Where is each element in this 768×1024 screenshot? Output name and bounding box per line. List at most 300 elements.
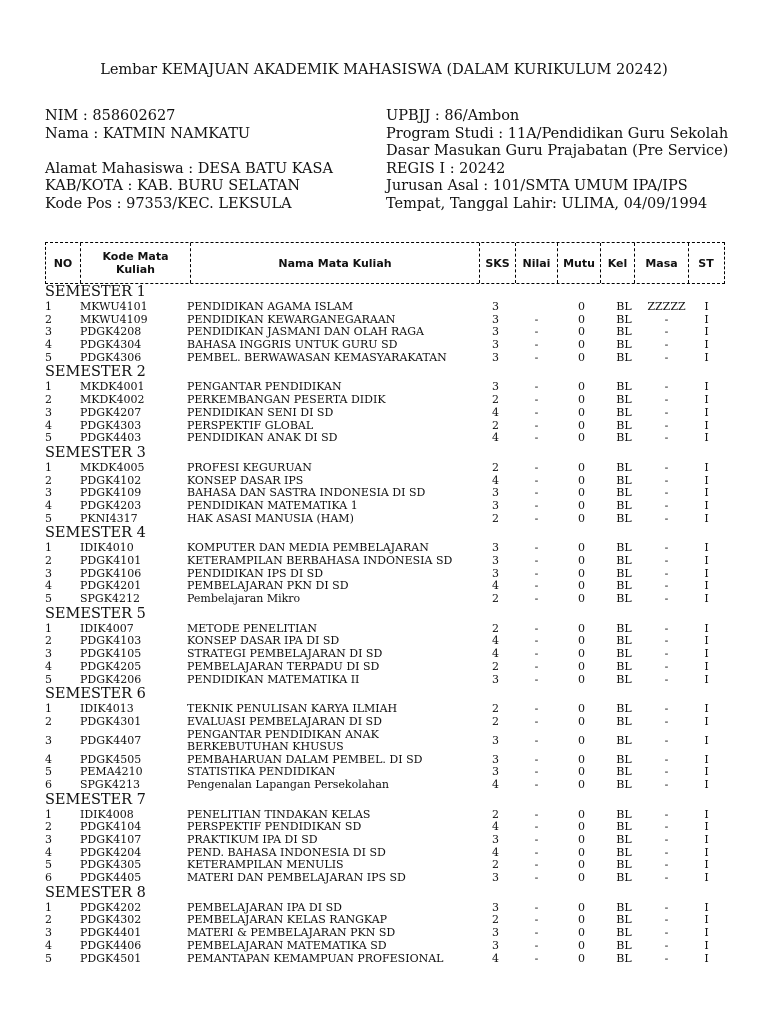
cell-nilai: -: [534, 566, 539, 580]
cell-kode: PDGK4302: [80, 913, 142, 927]
cell-mutu: 0: [578, 647, 585, 661]
cell-nama: PEMBELAJARAN TERPADU DI SD: [187, 659, 380, 673]
cell-kode: PDGK4305: [80, 858, 142, 872]
cell-kode: PDGK4105: [80, 647, 142, 661]
page-title: Lembar KEMAJUAN AKADEMIK MAHASISWA (DALAM KURIKULUM 20242): [100, 62, 668, 78]
cell-st: I: [704, 380, 709, 394]
cell-no: 4: [45, 498, 52, 512]
upbjj: UPBJJ : 86/Ambon: [386, 108, 520, 124]
cell-nama: PENGANTAR PENDIDIKAN ANAK BERKEBUTUHAN KHUSUS: [187, 727, 379, 754]
cell-masa: -: [664, 858, 669, 872]
cell-no: 2: [45, 473, 52, 487]
cell-sks: 4: [492, 647, 499, 661]
cell-sks: 3: [492, 325, 499, 339]
cell-nilai: -: [534, 541, 539, 555]
cell-masa: -: [664, 431, 669, 445]
cell-st: I: [704, 460, 709, 474]
cell-st: I: [704, 820, 709, 834]
header-mutu: Mutu: [558, 243, 601, 283]
cell-st: I: [704, 926, 709, 940]
cell-kel: BL: [616, 659, 632, 673]
cell-no: 3: [45, 926, 52, 940]
cell-no: 3: [45, 733, 52, 747]
cell-masa: ZZZZZ: [647, 300, 686, 313]
cell-nama: MATERI & PEMBELAJARAN PKN SD: [187, 926, 396, 940]
cell-kode: PDGK4103: [80, 634, 142, 648]
cell-st: I: [704, 858, 709, 872]
cell-st: I: [704, 733, 709, 747]
cell-mutu: 0: [578, 460, 585, 474]
cell-st: I: [704, 566, 709, 580]
cell-mutu: 0: [578, 765, 585, 779]
cell-no: 1: [45, 541, 52, 555]
cell-no: 4: [45, 338, 52, 352]
cell-masa: -: [664, 777, 669, 791]
header-st: ST: [698, 256, 714, 270]
cell-masa: -: [664, 418, 669, 432]
cell-kode: PDGK4208: [80, 325, 142, 339]
cell-st: I: [704, 325, 709, 339]
cell-st: I: [704, 702, 709, 716]
cell-masa: -: [664, 498, 669, 512]
cell-masa: -: [664, 473, 669, 487]
cell-no: 3: [45, 833, 52, 846]
cell-sks: 3: [492, 350, 499, 364]
cell-nilai: -: [534, 765, 539, 779]
cell-no: 1: [45, 621, 52, 635]
cell-masa: -: [664, 807, 669, 821]
cell-st: I: [704, 659, 709, 673]
cell-nama: MATERI DAN PEMBELAJARAN IPS SD: [187, 871, 406, 885]
cell-kel: BL: [616, 405, 632, 419]
cell-kode: PDGK4205: [80, 659, 142, 673]
cell-masa: -: [664, 338, 669, 352]
cell-sks: 3: [492, 871, 499, 885]
cell-mutu: 0: [578, 338, 585, 352]
cell-kel: BL: [616, 900, 632, 914]
cell-masa: -: [664, 659, 669, 673]
cell-kode: PDGK4206: [80, 672, 142, 686]
cell-no: 4: [45, 418, 52, 432]
cell-kel: BL: [616, 938, 632, 952]
cell-kode: PDGK4207: [80, 405, 142, 419]
cell-nama: PEMBEL. BERWAWASAN KEMASYARAKATAN: [187, 350, 447, 364]
cell-nilai: -: [534, 858, 539, 872]
header-sks: SKS: [480, 243, 516, 283]
cell-kode: PDGK4406: [80, 938, 142, 952]
header-no: NO: [46, 243, 81, 283]
cell-nama: PENGANTAR PENDIDIKAN: [187, 380, 342, 394]
cell-nama: METODE PENELITIAN: [187, 621, 317, 635]
nama: Nama : KATMIN NAMKATU: [45, 125, 251, 142]
cell-st: I: [704, 592, 709, 606]
table-row: [45, 593, 729, 606]
cell-st: I: [704, 714, 709, 728]
cell-st: I: [704, 900, 709, 914]
semester-heading: SEMESTER 8: [45, 884, 146, 901]
cell-mutu: 0: [578, 498, 585, 512]
cell-nilai: -: [534, 672, 539, 686]
table-row: [45, 661, 729, 674]
cell-mutu: 0: [578, 714, 585, 728]
cell-mutu: 0: [578, 777, 585, 791]
cell-sks: 3: [492, 554, 499, 567]
cell-nilai: -: [534, 659, 539, 673]
cell-mutu: 0: [578, 473, 585, 487]
cell-masa: -: [664, 634, 669, 648]
cell-kel: BL: [616, 312, 632, 326]
cell-masa: -: [664, 913, 669, 927]
cell-kel: BL: [616, 566, 632, 580]
cell-nama: PENDIDIKAN KEWARGANEGARAAN: [187, 312, 396, 326]
cell-sks: 2: [492, 418, 499, 432]
cell-sks: 3: [492, 765, 499, 779]
cell-sks: 2: [492, 807, 499, 821]
cell-st: I: [704, 498, 709, 512]
cell-kel: BL: [616, 807, 632, 821]
cell-nama: BAHASA INGGRIS UNTUK GURU SD: [187, 338, 398, 352]
cell-mutu: 0: [578, 672, 585, 686]
cell-kode: PDGK4407: [80, 733, 142, 747]
cell-st: I: [704, 405, 709, 419]
cell-sks: 3: [492, 300, 499, 313]
cell-nama: KONSEP DASAR IPS: [187, 473, 304, 487]
cell-nilai: -: [534, 325, 539, 339]
cell-nama: Pengenalan Lapangan Persekolahan: [187, 777, 390, 791]
cell-nama: STATISTIKA PENDIDIKAN: [187, 765, 336, 779]
cell-kel: BL: [616, 554, 632, 567]
cell-mutu: 0: [578, 380, 585, 394]
cell-nama: PERSPEKTIF GLOBAL: [187, 418, 314, 432]
cell-no: 2: [45, 913, 52, 927]
regis: REGIS I : 20242: [386, 160, 506, 177]
cell-nilai: -: [534, 338, 539, 352]
cell-st: I: [704, 672, 709, 686]
header-kode: [81, 243, 191, 283]
cell-masa: -: [664, 511, 669, 525]
program-studi: Program Studi : 11A/Pendidikan Guru Sekolah: [386, 125, 729, 142]
cell-nama: KETERAMPILAN BERBAHASA INDONESIA SD: [187, 554, 453, 567]
cell-masa: -: [664, 926, 669, 940]
cell-sks: 4: [492, 845, 499, 859]
table-header: [45, 242, 725, 284]
cell-sks: 3: [492, 486, 499, 500]
cell-nama: PEMBELAJARAN MATEMATIKA SD: [187, 938, 387, 952]
cell-mutu: 0: [578, 733, 585, 747]
cell-nilai: -: [534, 714, 539, 728]
cell-kode: PDGK4403: [80, 431, 142, 445]
cell-mutu: 0: [578, 659, 585, 673]
cell-no: 1: [45, 300, 52, 313]
cell-mutu: 0: [578, 312, 585, 326]
cell-no: 3: [45, 325, 52, 339]
cell-kode: PDGK4204: [80, 845, 142, 859]
cell-masa: -: [664, 733, 669, 747]
cell-nama: PROFESI KEGURUAN: [187, 460, 312, 474]
cell-kode: PDGK4505: [80, 752, 142, 766]
cell-kel: BL: [616, 486, 632, 500]
table-row: [45, 703, 729, 716]
cell-mutu: 0: [578, 579, 585, 593]
cell-kode: PDGK4104: [80, 820, 142, 834]
cell-sks: 4: [492, 777, 499, 791]
cell-nilai: -: [534, 807, 539, 821]
cell-nama: PENELITIAN TINDAKAN KELAS: [187, 807, 371, 821]
cell-kel: BL: [616, 913, 632, 927]
cell-sks: 3: [492, 900, 499, 914]
cell-nama: PEMBELAJARAN PKN DI SD: [187, 579, 349, 593]
cell-masa: -: [664, 393, 669, 407]
cell-masa: -: [664, 765, 669, 779]
cell-kode: MKDK4001: [80, 380, 145, 394]
cell-no: 5: [45, 431, 52, 445]
cell-no: 6: [45, 871, 52, 885]
cell-masa: -: [664, 621, 669, 635]
table-row: [45, 513, 729, 526]
cell-mutu: 0: [578, 807, 585, 821]
cell-sks: 3: [492, 498, 499, 512]
kab-kota: KAB/KOTA : KAB. BURU SELATAN: [45, 178, 301, 194]
cell-kel: BL: [616, 702, 632, 716]
cell-nilai: -: [534, 380, 539, 394]
cell-no: 4: [45, 752, 52, 766]
cell-sks: 2: [492, 702, 499, 716]
cell-nilai: -: [534, 913, 539, 927]
cell-no: 2: [45, 714, 52, 728]
cell-nilai: -: [534, 579, 539, 593]
cell-kode: IDIK4007: [80, 621, 134, 635]
cell-masa: -: [664, 672, 669, 686]
tempat-tanggal-lahir: Tempat, Tanggal Lahir: ULIMA, 04/09/1994: [386, 195, 708, 212]
cell-nama: HAK ASASI MANUSIA (HAM): [187, 511, 354, 525]
semester-heading: SEMESTER 5: [45, 605, 146, 622]
cell-mutu: 0: [578, 820, 585, 834]
cell-sks: 2: [492, 714, 499, 728]
cell-st: I: [704, 871, 709, 885]
cell-nilai: -: [534, 833, 539, 846]
cell-nama: KONSEP DASAR IPA DI SD: [187, 634, 340, 648]
cell-masa: -: [664, 951, 669, 965]
cell-st: I: [704, 807, 709, 821]
header-masa: Masa: [635, 243, 689, 283]
cell-kel: BL: [616, 871, 632, 885]
cell-no: 3: [45, 405, 52, 419]
table-row: [45, 834, 729, 847]
table-row: [45, 716, 729, 729]
cell-no: 5: [45, 592, 52, 606]
cell-masa: -: [664, 833, 669, 846]
cell-sks: 3: [492, 338, 499, 352]
cell-kode: PDGK4202: [80, 900, 142, 914]
cell-sks: 3: [492, 380, 499, 394]
cell-nilai: [514, 301, 559, 314]
cell-mutu: 0: [578, 913, 585, 927]
cell-no: 5: [45, 511, 52, 525]
cell-masa: -: [664, 350, 669, 364]
cell-no: 1: [45, 380, 52, 394]
student-info-right: [386, 108, 728, 213]
table-row: [45, 555, 729, 568]
header-nilai: Nilai: [516, 243, 558, 283]
cell-kode: PDGK4405: [80, 871, 142, 885]
cell-kode: PDGK4303: [80, 418, 142, 432]
cell-sks: 4: [492, 473, 499, 487]
table-row: [45, 872, 729, 885]
table-row: [45, 648, 729, 661]
cell-st: I: [704, 300, 709, 313]
cell-kode: PKNI4317: [80, 511, 138, 525]
cell-nilai: -: [534, 312, 539, 326]
cell-no: 4: [45, 845, 52, 859]
semester-heading: SEMESTER 6: [45, 686, 146, 703]
cell-nama: PEND. BAHASA INDONESIA DI SD: [187, 845, 386, 859]
cell-nilai: -: [534, 473, 539, 487]
cell-mutu: 0: [578, 393, 585, 407]
cell-nama: PENDIDIKAN JASMANI DAN OLAH RAGA: [187, 325, 424, 339]
cell-no: 5: [45, 858, 52, 872]
cell-kel: BL: [616, 845, 632, 859]
table-row: [45, 352, 729, 365]
cell-no: 4: [45, 579, 52, 593]
cell-kel: BL: [616, 672, 632, 686]
cell-masa: -: [664, 647, 669, 661]
cell-nilai: -: [534, 592, 539, 606]
cell-st: I: [704, 579, 709, 593]
cell-kel: BL: [616, 325, 632, 339]
cell-nilai: -: [534, 845, 539, 859]
cell-st: I: [704, 621, 709, 635]
cell-kel: BL: [616, 393, 632, 407]
cell-kel: BL: [616, 511, 632, 525]
header-nama: Nama Mata Kuliah: [191, 243, 480, 283]
cell-st: I: [704, 765, 709, 779]
cell-kel: BL: [616, 579, 632, 593]
cell-mutu: 0: [578, 300, 585, 313]
cell-nilai: -: [534, 951, 539, 965]
cell-masa: -: [664, 541, 669, 555]
cell-masa: -: [664, 405, 669, 419]
cell-mutu: 0: [578, 325, 585, 339]
cell-no: 1: [45, 807, 52, 821]
cell-kode: IDIK4008: [80, 807, 134, 821]
cell-sks: 3: [492, 938, 499, 952]
cell-kel: BL: [616, 621, 632, 635]
cell-sks: 3: [492, 312, 499, 326]
cell-masa: -: [664, 566, 669, 580]
cell-nama: PERKEMBANGAN PESERTA DIDIK: [187, 393, 386, 407]
student-info-left: [45, 108, 333, 213]
cell-sks: 2: [492, 511, 499, 525]
cell-mutu: 0: [578, 566, 585, 580]
cell-mutu: 0: [578, 702, 585, 716]
cell-no: 1: [45, 900, 52, 914]
cell-st: I: [704, 951, 709, 965]
cell-mutu: 0: [578, 418, 585, 432]
cell-no: 5: [45, 672, 52, 686]
cell-no: 6: [45, 777, 52, 791]
cell-nilai: -: [534, 871, 539, 885]
cell-st: I: [704, 486, 709, 500]
cell-kel: BL: [616, 858, 632, 872]
cell-nilai: -: [534, 926, 539, 940]
cell-nilai: -: [534, 820, 539, 834]
cell-mutu: 0: [578, 541, 585, 555]
semester-heading: SEMESTER 4: [45, 525, 146, 542]
cell-nilai: -: [534, 511, 539, 525]
cell-mutu: 0: [578, 833, 585, 846]
cell-masa: -: [664, 380, 669, 394]
cell-sks: 2: [492, 621, 499, 635]
cell-nama: PENDIDIKAN ANAK DI SD: [187, 431, 338, 445]
cell-nama: PENDIDIKAN AGAMA ISLAM: [187, 300, 353, 313]
cell-nama: PERSPEKTIF PENDIDIKAN SD: [187, 820, 362, 834]
cell-sks: 3: [492, 672, 499, 686]
cell-no: 2: [45, 393, 52, 407]
cell-sks: 4: [492, 634, 499, 648]
cell-nama: EVALUASI PEMBELAJARAN DI SD: [187, 714, 382, 728]
cell-nilai: -: [534, 460, 539, 474]
course-table-body: [45, 284, 729, 965]
cell-no: 5: [45, 951, 52, 965]
cell-kel: BL: [616, 338, 632, 352]
cell-kode: PDGK4304: [80, 338, 142, 352]
cell-st: I: [704, 845, 709, 859]
cell-kode: IDIK4013: [80, 702, 134, 716]
cell-kode: PDGK4101: [80, 554, 142, 567]
cell-nama: BAHASA DAN SASTRA INDONESIA DI SD: [187, 486, 426, 500]
cell-masa: -: [664, 312, 669, 326]
cell-sks: 2: [492, 592, 499, 606]
cell-no: 5: [45, 765, 52, 779]
cell-kode: PEMA4210: [80, 765, 143, 779]
cell-kode: PDGK4306: [80, 350, 142, 364]
cell-sks: 3: [492, 752, 499, 766]
cell-nilai: -: [534, 938, 539, 952]
cell-masa: -: [664, 592, 669, 606]
header-kode-line1: Kode Mata: [102, 250, 169, 263]
table-row: [45, 500, 729, 513]
cell-nama: Pembelajaran Mikro: [187, 592, 301, 606]
table-row: [45, 407, 729, 420]
semester-heading: SEMESTER 1: [45, 284, 146, 300]
cell-st: I: [704, 777, 709, 791]
cell-mutu: 0: [578, 554, 585, 567]
cell-masa: -: [664, 702, 669, 716]
cell-kel: BL: [616, 765, 632, 779]
cell-mutu: 0: [578, 858, 585, 872]
cell-nilai: -: [534, 900, 539, 914]
cell-nilai: -: [534, 777, 539, 791]
nim: NIM : 858602627: [45, 108, 176, 124]
cell-masa: -: [664, 579, 669, 593]
cell-kode: SPGK4212: [80, 592, 140, 606]
cell-kode: MKWU4109: [80, 312, 148, 326]
cell-kel: BL: [616, 714, 632, 728]
cell-nilai: -: [534, 733, 539, 747]
cell-kel: BL: [616, 647, 632, 661]
cell-sks: 3: [492, 926, 499, 940]
cell-mutu: 0: [578, 350, 585, 364]
semester-heading: SEMESTER 3: [45, 444, 146, 461]
cell-nilai: -: [534, 393, 539, 407]
cell-kel: BL: [616, 592, 632, 606]
cell-no: 2: [45, 554, 52, 567]
cell-nilai: -: [534, 431, 539, 445]
cell-kel: BL: [616, 733, 632, 747]
cell-mutu: 0: [578, 938, 585, 952]
cell-kode: PDGK4301: [80, 714, 142, 728]
cell-kel: BL: [616, 820, 632, 834]
